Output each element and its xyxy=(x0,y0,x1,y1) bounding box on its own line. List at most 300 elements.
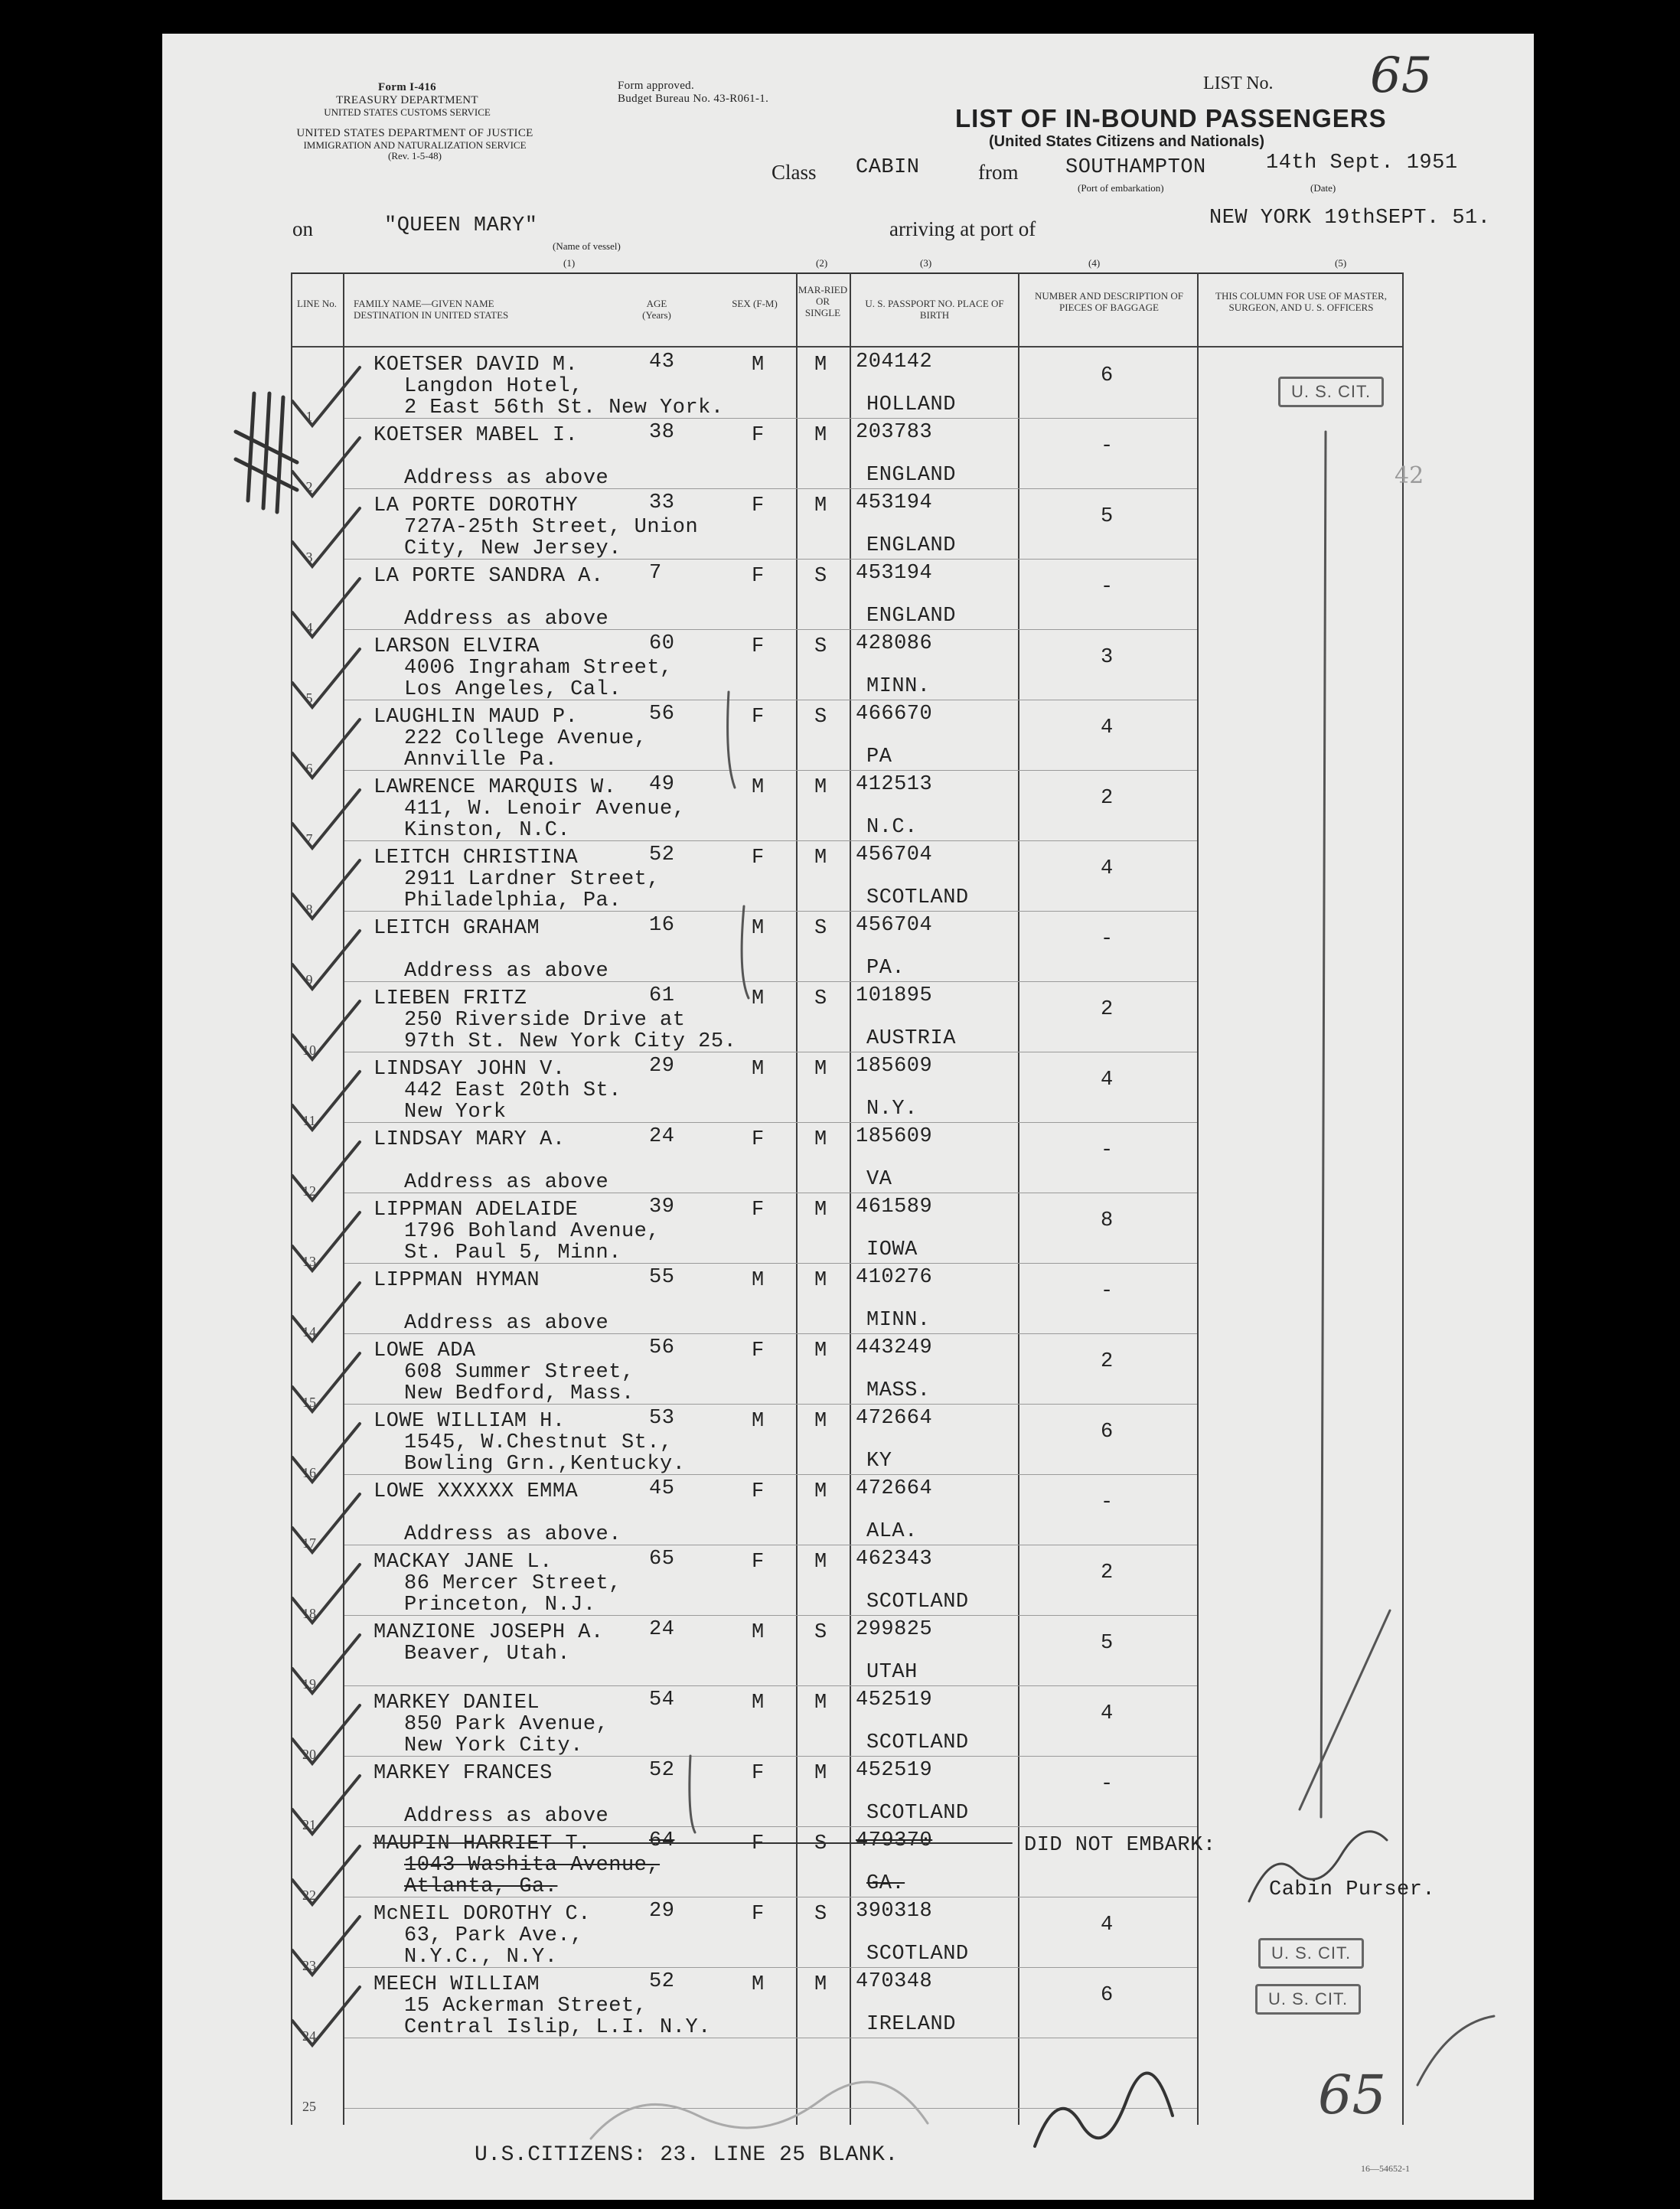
passenger-address-1: 608 Summer Street, xyxy=(404,1361,634,1384)
checkmark-stroke xyxy=(292,1776,360,1834)
passenger-address-2: St. Paul 5, Minn. xyxy=(404,1242,621,1264)
passenger-age: 56 xyxy=(649,703,675,726)
passenger-address-2: Annville Pa. xyxy=(404,749,558,772)
baggage-count: 5 xyxy=(1101,505,1114,528)
passenger-marital-status: M xyxy=(814,1692,827,1715)
passenger-age: 24 xyxy=(649,1618,675,1641)
passenger-address-2: Address as above xyxy=(404,960,609,983)
from-value: SOUTHAMPTON xyxy=(1065,156,1206,179)
form-approved: Form approved. xyxy=(618,80,695,92)
passenger-address-2: Philadelphia, Pa. xyxy=(404,889,621,912)
checkmark-stroke xyxy=(263,393,269,508)
place-of-birth: ALA. xyxy=(866,1520,918,1543)
header-name: FAMILY NAME—GIVEN NAME DESTINATION IN UNITED STATES xyxy=(354,298,509,321)
passenger-address-2: New York xyxy=(404,1101,507,1124)
checkmark-stroke xyxy=(292,367,360,426)
passenger-marital-status: M xyxy=(814,354,827,377)
passenger-marital-status: M xyxy=(814,1973,827,1996)
passenger-marital-status: M xyxy=(814,1339,827,1362)
place-of-birth: PA. xyxy=(866,957,905,980)
passenger-marital-status: S xyxy=(814,706,827,729)
passenger-age: 61 xyxy=(649,984,675,1007)
line-number: 13 xyxy=(302,1254,316,1269)
passenger-name: MACKAY JANE L. xyxy=(374,1551,553,1574)
line-number: 19 xyxy=(302,1676,316,1692)
line-number: 20 xyxy=(302,1747,316,1762)
checkmark-stroke xyxy=(292,1353,360,1411)
passenger-address-2: 2 East 56th St. New York. xyxy=(404,396,724,419)
place-of-birth: IRELAND xyxy=(866,2013,956,2036)
place-of-birth: VA xyxy=(866,1168,892,1191)
baggage-count: 8 xyxy=(1101,1209,1114,1232)
passenger-age: 38 xyxy=(649,421,675,444)
list-no-label: LIST No. xyxy=(1203,73,1274,93)
passenger-address-1: 411, W. Lenoir Avenue, xyxy=(404,798,686,821)
place-of-birth: N.C. xyxy=(866,816,918,839)
passenger-sex: F xyxy=(752,847,765,870)
passenger-marital-status: S xyxy=(814,635,827,658)
checkmark-stroke xyxy=(292,1283,360,1341)
document-title: LIST OF IN-BOUND PASSENGERS xyxy=(955,104,1387,132)
handwritten-marks xyxy=(162,34,1534,2200)
checkmark-stroke xyxy=(292,1001,360,1059)
baggage-count: 2 xyxy=(1101,998,1114,1021)
passenger-age: 56 xyxy=(649,1336,675,1359)
baggage-count: - xyxy=(1101,1773,1114,1796)
passenger-marital-status: S xyxy=(814,987,827,1010)
passport-number: 472664 xyxy=(856,1477,933,1500)
passenger-address-2: Central Islip, L.I. N.Y. xyxy=(404,2016,711,2039)
passenger-sex: F xyxy=(752,706,765,729)
passenger-address-1: 63, Park Ave., xyxy=(404,1924,583,1947)
passenger-address-2: Address as above xyxy=(404,1805,609,1828)
passenger-name: LINDSAY MARY A. xyxy=(374,1128,566,1151)
passenger-name: LA PORTE SANDRA A. xyxy=(374,565,604,588)
passport-number: 452519 xyxy=(856,1759,933,1782)
passport-number: 456704 xyxy=(856,843,933,866)
line-number: 25 xyxy=(302,2099,316,2114)
passport-number: 453194 xyxy=(856,491,933,514)
print-code: 16—54652-1 xyxy=(1361,2163,1410,2174)
passenger-age: 29 xyxy=(649,1900,675,1923)
checkmark-stroke xyxy=(1417,2016,1494,2085)
passenger-name: KOETSER MABEL I. xyxy=(374,424,579,447)
line-number: 22 xyxy=(302,1888,316,1903)
passenger-address-1: 1043 Washita Avenue, xyxy=(404,1854,661,1877)
passenger-address-2: New York City. xyxy=(404,1734,583,1757)
checkmark-stroke xyxy=(292,1072,360,1130)
passport-number: 462343 xyxy=(856,1548,933,1571)
header-baggage: NUMBER AND DESCRIPTION OF PIECES OF BAGGAGE xyxy=(1035,290,1183,313)
passenger-marital-status: S xyxy=(814,565,827,588)
passenger-name: LA PORTE DOROTHY xyxy=(374,494,579,517)
baggage-count: - xyxy=(1101,435,1114,458)
line-number: 3 xyxy=(305,550,313,565)
place-of-birth: HOLLAND xyxy=(866,393,956,416)
passenger-name: MARKEY FRANCES xyxy=(374,1762,553,1785)
passenger-name: McNEIL DOROTHY C. xyxy=(374,1903,591,1926)
passenger-marital-status: M xyxy=(814,494,827,517)
passport-number: 479370 xyxy=(856,1829,933,1852)
passenger-age: 7 xyxy=(649,562,662,585)
header-age: AGE (Years) xyxy=(642,298,671,321)
treasury-label: TREASURY DEPARTMENT xyxy=(336,93,478,106)
passenger-sex: M xyxy=(752,776,765,799)
passport-number: 428086 xyxy=(856,632,933,655)
passenger-marital-status: S xyxy=(814,1832,827,1855)
passport-number: 390318 xyxy=(856,1900,933,1923)
checkmark-stroke xyxy=(292,1705,360,1764)
place-of-birth: ENGLAND xyxy=(866,605,956,628)
line-number: 14 xyxy=(302,1324,316,1339)
place-of-birth: UTAH xyxy=(866,1661,918,1684)
checkmark-stroke xyxy=(1035,2073,1173,2146)
list-no-value: 65 xyxy=(1370,47,1433,104)
passport-number: 412513 xyxy=(856,773,933,796)
place-of-birth: ENGLAND xyxy=(866,534,956,557)
line-number: 17 xyxy=(302,1535,316,1551)
checkmark-stroke xyxy=(690,1756,695,1832)
ins-label: IMMIGRATION AND NATURALIZATION SERVICE xyxy=(303,139,527,151)
arriving-label: arriving at port of xyxy=(889,217,1036,240)
passenger-marital-status: M xyxy=(814,1480,827,1503)
passenger-name: LOWE ADA xyxy=(374,1339,476,1362)
header-line-no: LINE No. xyxy=(297,298,337,309)
passport-number: 453194 xyxy=(856,562,933,585)
passenger-marital-status: S xyxy=(814,1903,827,1926)
line-number: 11 xyxy=(302,1113,316,1128)
baggage-count: 2 xyxy=(1101,1561,1114,1584)
line-number: 4 xyxy=(305,620,313,635)
line-number: 18 xyxy=(302,1606,316,1621)
passenger-age: 55 xyxy=(649,1266,675,1289)
passenger-sex: M xyxy=(752,1269,765,1292)
baggage-count: 2 xyxy=(1101,1350,1114,1373)
checkmark-stroke xyxy=(591,2082,928,2139)
passenger-name: MAUPIN HARRIET T. xyxy=(374,1832,591,1855)
passport-number: 461589 xyxy=(856,1196,933,1219)
us-cit-stamp: U. S. CIT. xyxy=(1278,377,1384,407)
passport-number: 410276 xyxy=(856,1266,933,1289)
passenger-name: LAWRENCE MARQUIS W. xyxy=(374,776,617,799)
line-number: 5 xyxy=(305,690,313,706)
date-caption: (Date) xyxy=(1310,182,1336,194)
line-number: 15 xyxy=(302,1395,316,1410)
header-married: MAR-RIED OR SINGLE xyxy=(798,284,848,318)
header-officers: THIS COLUMN FOR USE OF MASTER, SURGEON, AND U. S. OFFICERS xyxy=(1215,290,1387,313)
us-cit-stamp: U. S. CIT. xyxy=(1258,1938,1364,1969)
footer-handwritten-number: 65 xyxy=(1318,2064,1387,2126)
passenger-address-2: New Bedford, Mass. xyxy=(404,1382,634,1405)
place-of-birth: AUSTRIA xyxy=(866,1027,956,1050)
place-of-birth: MASS. xyxy=(866,1379,931,1402)
place-of-birth: SCOTLAND xyxy=(866,1802,969,1825)
date-value: 14th Sept. 1951 xyxy=(1266,152,1458,175)
passenger-sex: F xyxy=(752,1762,765,1785)
vessel-value: "QUEEN MARY" xyxy=(384,214,538,237)
passenger-name: LIEBEN FRITZ xyxy=(374,987,527,1010)
passenger-sex: M xyxy=(752,1410,765,1433)
baggage-count: - xyxy=(1101,928,1114,951)
baggage-count: 4 xyxy=(1101,1914,1114,1937)
passenger-address-1: 250 Riverside Drive at xyxy=(404,1009,686,1032)
passenger-age: 39 xyxy=(649,1196,675,1219)
passenger-address-1: 2911 Lardner Street, xyxy=(404,868,661,891)
checkmark-stroke xyxy=(292,790,360,848)
checkmark-stroke xyxy=(292,1846,360,1904)
place-of-birth: IOWA xyxy=(866,1238,918,1261)
baggage-count: 5 xyxy=(1101,1632,1114,1655)
line-number: 2 xyxy=(305,479,313,494)
passenger-address-1: 4006 Ingraham Street, xyxy=(404,657,673,680)
passenger-sex: M xyxy=(752,1973,765,1996)
passenger-marital-status: M xyxy=(814,1269,827,1292)
passenger-marital-status: M xyxy=(814,776,827,799)
passenger-sex: F xyxy=(752,1903,765,1926)
line-number: 7 xyxy=(305,831,313,847)
passport-number: 443249 xyxy=(856,1336,933,1359)
passenger-age: 65 xyxy=(649,1548,675,1571)
passenger-sex: F xyxy=(752,1199,765,1222)
passenger-age: 53 xyxy=(649,1407,675,1430)
passenger-address-1: Langdon Hotel, xyxy=(404,375,583,398)
baggage-count: 4 xyxy=(1101,857,1114,880)
passenger-marital-status: S xyxy=(814,917,827,940)
passenger-age: 16 xyxy=(649,914,675,937)
passenger-marital-status: M xyxy=(814,1762,827,1785)
baggage-count: 4 xyxy=(1101,716,1114,739)
place-of-birth: N.Y. xyxy=(866,1098,918,1121)
passport-number: 204142 xyxy=(856,351,933,374)
passenger-address-2: Bowling Grn.,Kentucky. xyxy=(404,1453,686,1476)
checkmark-stroke xyxy=(292,1494,360,1552)
place-of-birth: ENGLAND xyxy=(866,464,956,487)
line-number: 9 xyxy=(305,972,313,987)
passenger-address-1: 222 College Avenue, xyxy=(404,727,648,750)
passenger-address-2: Address as above. xyxy=(404,1523,621,1546)
place-of-birth: SCOTLAND xyxy=(866,1731,969,1754)
passenger-marital-status: M xyxy=(814,1410,827,1433)
passport-number: 472664 xyxy=(856,1407,933,1430)
passenger-name: LEITCH CHRISTINA xyxy=(374,847,579,870)
customs-label: UNITED STATES CUSTOMS SERVICE xyxy=(324,106,491,118)
passenger-address-1: 850 Park Avenue, xyxy=(404,1713,609,1736)
us-cit-stamp: U. S. CIT. xyxy=(1255,1984,1361,2015)
footer-summary: U.S.CITIZENS: 23. LINE 25 BLANK. xyxy=(475,2143,899,2167)
passport-number: 299825 xyxy=(856,1618,933,1641)
line-number: 6 xyxy=(305,761,313,776)
margin-number: 42 xyxy=(1395,462,1424,489)
baggage-count: - xyxy=(1101,1139,1114,1162)
header-sex: SEX (F-M) xyxy=(732,298,778,309)
passenger-name: LAUGHLIN MAUD P. xyxy=(374,706,579,729)
passenger-name: LIPPMAN HYMAN xyxy=(374,1269,540,1292)
passenger-sex: M xyxy=(752,1621,765,1644)
passenger-age: 64 xyxy=(649,1829,675,1852)
passenger-marital-status: M xyxy=(814,1128,827,1151)
passenger-age: 60 xyxy=(649,632,675,655)
passenger-address-1: 727A-25th Street, Union xyxy=(404,516,699,539)
line-number: 24 xyxy=(302,2028,316,2044)
passenger-address-2: Princeton, N.J. xyxy=(404,1594,596,1617)
baggage-count: 4 xyxy=(1101,1069,1114,1091)
line-number: 10 xyxy=(302,1043,316,1058)
passenger-name: LARSON ELVIRA xyxy=(374,635,540,658)
passenger-age: 52 xyxy=(649,843,675,866)
checkmark-stroke xyxy=(292,1565,360,1623)
passenger-sex: M xyxy=(752,1692,765,1715)
passenger-address-2: Los Angeles, Cal. xyxy=(404,678,621,701)
checkmark-stroke xyxy=(292,438,360,496)
passenger-address-2: 97th St. New York City 25. xyxy=(404,1030,737,1053)
passenger-address-2: Kinston, N.C. xyxy=(404,819,571,842)
baggage-count: 3 xyxy=(1101,646,1114,669)
checkmark-stroke xyxy=(292,1635,360,1693)
passenger-address-1: 442 East 20th St. xyxy=(404,1079,621,1102)
passenger-marital-status: M xyxy=(814,1551,827,1574)
passenger-age: 33 xyxy=(649,491,675,514)
checkmark-stroke xyxy=(292,579,360,637)
checkmark-stroke xyxy=(1249,1832,1387,1901)
passenger-name: KOETSER DAVID M. xyxy=(374,354,579,377)
passenger-age: 45 xyxy=(649,1477,675,1500)
checkmark-stroke xyxy=(292,1917,360,1975)
baggage-count: 6 xyxy=(1101,1421,1114,1444)
passenger-marital-status: M xyxy=(814,1058,827,1081)
passenger-sex: M xyxy=(752,354,765,377)
checkmark-stroke xyxy=(292,1424,360,1482)
baggage-count: - xyxy=(1101,1280,1114,1303)
passenger-age: 49 xyxy=(649,773,675,796)
passenger-sex: F xyxy=(752,1128,765,1151)
class-label: Class xyxy=(771,161,817,184)
line-number: 8 xyxy=(305,902,313,917)
on-label: on xyxy=(292,217,313,240)
passenger-address-1: 1545, W.Chestnut St., xyxy=(404,1431,673,1454)
checkmark-stroke xyxy=(1321,432,1326,1817)
passport-number: 466670 xyxy=(856,703,933,726)
form-number: Form I-416 xyxy=(378,81,436,93)
baggage-count: - xyxy=(1101,576,1114,599)
checkmark-stroke xyxy=(292,1987,360,2045)
checkmark-stroke xyxy=(292,931,360,989)
checkmark-stroke xyxy=(292,649,360,707)
passenger-name: LOWE XXXXXX EMMA xyxy=(374,1480,579,1503)
passenger-age: 43 xyxy=(649,351,675,374)
col-number-4: (4) xyxy=(1088,257,1101,269)
arriving-value: NEW YORK 19thSEPT. 51. xyxy=(1209,207,1491,230)
passenger-address-2: Address as above xyxy=(404,1171,609,1194)
passenger-sex: F xyxy=(752,1339,765,1362)
passenger-sex: F xyxy=(752,565,765,588)
passenger-address-2: Atlanta, Ga. xyxy=(404,1875,558,1898)
passenger-address-1: 15 Ackerman Street, xyxy=(404,1995,648,2018)
passenger-name: LEITCH GRAHAM xyxy=(374,917,540,940)
line-number: 23 xyxy=(302,1958,316,1973)
line-number: 21 xyxy=(302,1817,316,1832)
passenger-age: 24 xyxy=(649,1125,675,1148)
passenger-sex: F xyxy=(752,494,765,517)
passenger-name: MARKEY DANIEL xyxy=(374,1692,540,1715)
passenger-sex: F xyxy=(752,1832,765,1855)
passenger-marital-status: M xyxy=(814,424,827,447)
passport-number: 185609 xyxy=(856,1055,933,1078)
vessel-caption: (Name of vessel) xyxy=(553,240,621,252)
baggage-count: 6 xyxy=(1101,1984,1114,2007)
revision-label: (Rev. 1-5-48) xyxy=(388,150,442,162)
passenger-sex: F xyxy=(752,1551,765,1574)
place-of-birth: SCOTLAND xyxy=(866,886,969,909)
passenger-name: MANZIONE JOSEPH A. xyxy=(374,1621,604,1644)
passenger-address-2: Address as above xyxy=(404,1312,609,1335)
line-number: 16 xyxy=(302,1465,316,1480)
passenger-name: LINDSAY JOHN V. xyxy=(374,1058,566,1081)
place-of-birth: SCOTLAND xyxy=(866,1943,969,1966)
baggage-count: 4 xyxy=(1101,1702,1114,1725)
passenger-sex: M xyxy=(752,1058,765,1081)
place-of-birth: PA xyxy=(866,746,892,768)
passenger-address-2: Address as above xyxy=(404,467,609,490)
passport-number: 456704 xyxy=(856,914,933,937)
passenger-sex: M xyxy=(752,917,765,940)
passenger-marital-status: M xyxy=(814,847,827,870)
passenger-address-2: N.Y.C., N.Y. xyxy=(404,1946,558,1969)
passenger-age: 54 xyxy=(649,1689,675,1711)
class-value: CABIN xyxy=(856,156,920,179)
budget-bureau: Budget Bureau No. 43-R061-1. xyxy=(618,92,769,105)
passenger-name: LOWE WILLIAM H. xyxy=(374,1410,566,1433)
baggage-count: - xyxy=(1101,1491,1114,1514)
cabin-purser: Cabin Purser. xyxy=(1269,1878,1436,1901)
checkmark-stroke xyxy=(292,1142,360,1200)
did-not-embark: DID NOT EMBARK: xyxy=(1024,1834,1216,1857)
place-of-birth: SCOTLAND xyxy=(866,1591,969,1614)
col-number-5: (5) xyxy=(1335,257,1347,269)
passenger-address-1: Beaver, Utah. xyxy=(404,1643,571,1666)
baggage-count: 6 xyxy=(1101,364,1114,387)
passenger-address-2: City, New Jersey. xyxy=(404,537,621,560)
passenger-address-1: 86 Mercer Street, xyxy=(404,1572,621,1595)
passenger-age: 52 xyxy=(649,1759,675,1782)
place-of-birth: MINN. xyxy=(866,675,931,698)
header-passport: U. S. PASSPORT NO. PLACE OF BIRTH xyxy=(865,298,1004,321)
passenger-sex: M xyxy=(752,987,765,1010)
line-number: 12 xyxy=(302,1183,316,1199)
col-number-2: (2) xyxy=(816,257,828,269)
passport-number: 101895 xyxy=(856,984,933,1007)
col-number-1: (1) xyxy=(563,257,576,269)
passenger-sex: F xyxy=(752,424,765,447)
passenger-name: LIPPMAN ADELAIDE xyxy=(374,1199,579,1222)
line-number: 1 xyxy=(305,409,313,424)
passport-number: 185609 xyxy=(856,1125,933,1148)
checkmark-stroke xyxy=(292,719,360,778)
checkmark-stroke xyxy=(292,860,360,919)
passenger-address-1: 1796 Bohland Avenue, xyxy=(404,1220,661,1243)
document-subtitle: (United States Citizens and Nationals) xyxy=(989,133,1265,150)
justice-label: UNITED STATES DEPARTMENT OF JUSTICE xyxy=(296,127,533,139)
checkmark-stroke xyxy=(742,906,749,998)
passenger-marital-status: M xyxy=(814,1199,827,1222)
checkmark-stroke xyxy=(728,692,735,788)
checkmark-stroke xyxy=(292,1212,360,1271)
from-label: from xyxy=(978,161,1019,184)
port-caption: (Port of embarkation) xyxy=(1078,182,1164,194)
passenger-address-2: Address as above xyxy=(404,608,609,631)
passport-number: 452519 xyxy=(856,1689,933,1711)
passenger-age: 52 xyxy=(649,1970,675,1993)
place-of-birth: GA. xyxy=(866,1872,905,1895)
